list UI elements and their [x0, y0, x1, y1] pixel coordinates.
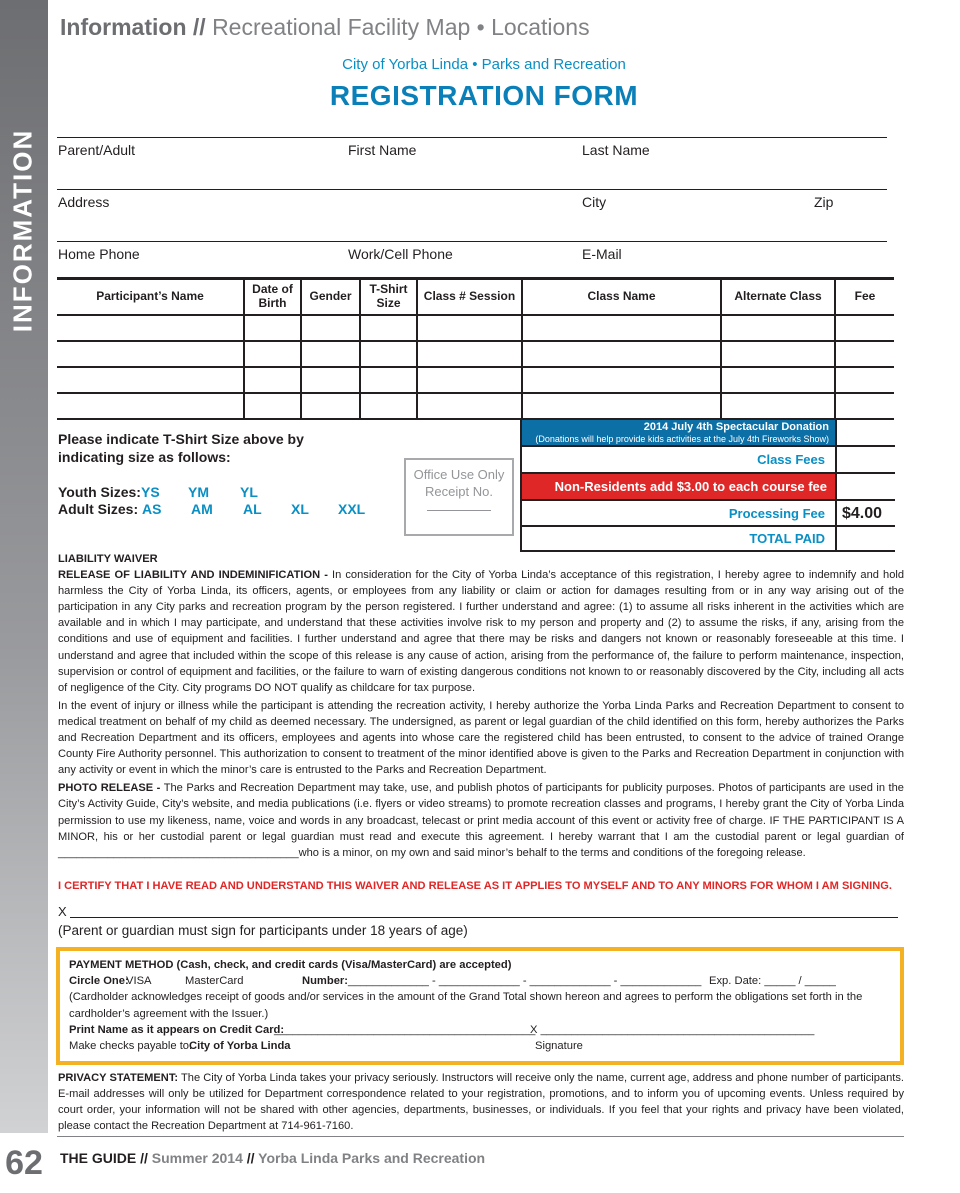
class-fees-amount[interactable]	[835, 447, 895, 472]
size-xxl: XXL	[338, 501, 366, 517]
footer-season: Summer 2014	[151, 1150, 243, 1166]
size-am: AM	[191, 501, 213, 517]
tshirt-instruction-line2: indicating size as follows:	[58, 449, 231, 465]
exp-date-field[interactable]: Exp. Date: _____ / _____	[709, 975, 836, 988]
header-subtitle: Recreational Facility Map • Locations	[212, 14, 590, 40]
header-separator: //	[192, 14, 206, 40]
field-label-first-name: First Name	[348, 142, 417, 158]
processing-fee-row	[521, 501, 895, 527]
size-yl: YL	[240, 484, 258, 500]
non-resident-label: Non-Residents add $3.00 to each course fee	[521, 474, 835, 499]
adult-sizes-label: Adult Sizes:	[58, 501, 139, 517]
receipt-label: Receipt No.	[425, 484, 493, 499]
field-label-parent: Parent/Adult	[58, 142, 136, 158]
processing-fee-label: Processing Fee	[728, 506, 825, 521]
office-use-box	[404, 458, 514, 536]
field-label-last-name: Last Name	[582, 142, 650, 158]
photo-lead: PHOTO RELEASE -	[58, 782, 161, 795]
release-paragraph	[58, 567, 904, 696]
payable-row	[69, 1038, 892, 1054]
page-header	[60, 14, 590, 41]
col-date-of-birth: Date of Birth	[244, 279, 301, 315]
page-footer	[60, 1150, 485, 1166]
page-number-box	[0, 1133, 48, 1193]
form-title: REGISTRATION FORM	[329, 80, 639, 111]
col-class-session: Class # Session	[417, 279, 522, 315]
footer-sep-2: //	[246, 1150, 255, 1166]
class-fees-row[interactable]	[521, 447, 895, 474]
waiver-heading: LIABILITY WAIVER	[58, 553, 158, 565]
processing-fee-value: $4.00	[842, 505, 883, 522]
field-label-city: City	[582, 194, 607, 210]
table-header-row	[57, 279, 894, 315]
col-tshirt-size: T-Shirt Size	[360, 279, 417, 315]
field-line-2[interactable]	[57, 189, 887, 190]
donation-row[interactable]	[521, 420, 895, 447]
tshirt-instruction	[58, 430, 304, 466]
non-resident-row[interactable]	[521, 474, 895, 501]
photo-paragraph	[58, 780, 904, 860]
photo-text: The Parks and Recreation Department may take, use, and publish photos of participants for publicity purposes. Photos of participants are used in the City’s Activity Guide, City’s website, and media publications (i.e. flyers or video streams) to promote recreation classes and programs, I hereby grant the City of Yorba Linda permission to use my likeness, name, voice and words in any broadcast, telecast or print media account of this event or activity free of charge. IF THE PARTICIPANT IS A MINOR, his or her custodial parent or legal guardian must read and execute this agreement. I hereby warrant that I am the custodial parent or legal guardian of _______________________________________who is a minor, on my own and said minor’s behalf to the terms and conditions of the foregoing release.	[58, 782, 904, 859]
non-resident-amount[interactable]	[835, 474, 895, 499]
fees-left-border	[520, 420, 522, 552]
privacy-statement	[58, 1070, 904, 1134]
payable-label: Make checks payable to:	[69, 1039, 193, 1052]
size-xl: XL	[291, 501, 309, 517]
footer-sep-1: //	[140, 1150, 148, 1166]
col-fee: Fee	[835, 279, 894, 315]
page-number: 62	[5, 1143, 43, 1182]
field-line-3[interactable]	[57, 241, 887, 242]
cardholder-ack: (Cardholder acknowledges receipt of goods and/or services in the amount of the Grand Total shown hereon and agrees to perform the obligations set forth in the cardholder’s agreement with the Issuer.)	[69, 991, 863, 1020]
sidebar-label-wrap	[3, 115, 43, 345]
col-class-name: Class Name	[522, 279, 721, 315]
field-label-address: Address	[58, 194, 110, 210]
field-line-1[interactable]	[57, 137, 887, 138]
form-subhead: City of Yorba Linda • Parks and Recreation	[342, 56, 626, 73]
adult-sizes-row	[58, 501, 366, 517]
donation-amount[interactable]	[835, 420, 895, 445]
footer-divider	[57, 1136, 904, 1137]
size-ys: YS	[141, 484, 160, 500]
payment-method-box	[56, 947, 904, 1065]
donation-title: 2014 July 4th Spectacular Donation	[643, 421, 829, 433]
print-name-label: Print Name as it appears on Credit Card:	[69, 1023, 285, 1036]
size-as: AS	[142, 501, 162, 517]
office-use-label: Office Use Only	[413, 467, 505, 482]
privacy-text: The City of Yorba Linda takes your privacy seriously. Instructors will receive only the name, current age, address and phone number of participants. E-mail addresses will only be utilized for Department correspondence related to your registration, promotions, and to inform you of upcoming events. Unless required by court order, your information will not be shared with other agencies, departments, businesses, or individuals. If you feel that your rights and privacy have been violated, please contact the Recreation Department at 714-961-7160.	[58, 1072, 904, 1133]
field-label-work-phone: Work/Cell Phone	[348, 246, 453, 262]
footer-org: Yorba Linda Parks and Recreation	[258, 1150, 486, 1166]
total-paid-amount[interactable]	[835, 527, 895, 550]
youth-sizes-row	[58, 484, 258, 500]
col-participant-name: Participant’s Name	[57, 279, 244, 315]
sidebar-label: INFORMATION	[7, 128, 38, 332]
circle-one-label: Circle One:	[69, 975, 129, 988]
liability-waiver	[58, 551, 904, 863]
signature-note: (Parent or guardian must sign for participants under 18 years of age)	[58, 923, 468, 938]
signature-caption: Signature	[535, 1039, 583, 1052]
field-label-zip: Zip	[814, 194, 834, 210]
release-text: In consideration for the City of Yorba Linda’s acceptance of this registration, I hereby agree to indemnify and hold harmless the City of Yorba Linda, its officers, agents, or employees from any liability or claim or action for damages resulting from or in any way arising out of the participation in any City parks and recreation program by the person registered. I further understand and agree: (1) to assume all risks inherent in the activities which are available and in which I may participate, and understand that these activities involve risk to my person and property and (2) to assume the risks, if any, arising from the conditions and use of equipment and facilities. I further understand and agree that there may be risks and dangers not known or reasonably foreseeable at this time. I understand and agree that included within the scope of this release is any cause of action, arising from the performance of, the failure to perform maintenance, inspection, supervision or control of equipment and facilities, or the failure to warn of existing dangerous conditions not known to or reasonably discovered by the City, including all acts of negligence of the City. City programs DO NOT qualify as childcare for tax purpose.	[58, 569, 904, 694]
registration-table	[57, 277, 894, 420]
processing-fee-amount	[835, 501, 895, 525]
receipt-line	[427, 510, 491, 511]
table-row[interactable]	[57, 315, 894, 341]
table-row[interactable]	[57, 367, 894, 393]
donation-label	[521, 420, 835, 445]
signature-x: X	[58, 904, 67, 919]
size-al: AL	[243, 501, 262, 517]
table-row[interactable]	[57, 341, 894, 367]
total-paid-label: TOTAL PAID	[749, 531, 825, 546]
field-label-email: E-Mail	[582, 246, 622, 262]
youth-sizes-label: Youth Sizes:	[58, 484, 141, 500]
donation-note: (Donations will help provide kids activities at the July 4th Fireworks Show)	[535, 434, 829, 444]
total-paid-row[interactable]	[521, 527, 895, 552]
tshirt-instruction-line1: Please indicate T-Shirt Size above by	[58, 431, 304, 447]
size-ym: YM	[188, 484, 209, 500]
certify-statement: I CERTIFY THAT I HAVE READ AND UNDERSTAND THIS WAIVER AND RELEASE AS IT APPLIES TO MYSELF AND TO ANY MINORS FOR WHOM I AM SIGNING.	[58, 880, 892, 892]
release-lead: RELEASE OF LIABILITY AND INDEMINIFICATION -	[58, 569, 328, 582]
card-signature-field[interactable]: X ____________________________________________	[530, 1023, 815, 1036]
sidebar-strip	[0, 0, 48, 1193]
table-row[interactable]	[57, 393, 894, 419]
col-alternate-class: Alternate Class	[721, 279, 835, 315]
class-fees-label: Class Fees	[757, 452, 825, 467]
print-name-field[interactable]: __________________________________________	[274, 1023, 536, 1036]
card-row	[69, 973, 892, 989]
card-number-label: Number:	[302, 975, 348, 988]
medical-paragraph: In the event of injury or illness while the participant is attending the recreation activity, I hereby authorize the Yorba Linda Parks and Recreation Department to consent to medical treatment on behalf of my child as deemed necessary. The undersigned, as parent or legal guardian of the child identified on this form, hereby authorizes the Parks and Recreation Department and its officers, employees and agents into whose care the registered child has been entrusted, to consent to the advice of trained Orange County Fire Authority personnel. This authorization to consent to treatment of the minor identified above is given to the Parks and Recreation Department in conjunction with any activity or event in which the minor’s care is entrusted to the Parks and Recreation Department.	[58, 699, 904, 777]
privacy-lead: PRIVACY STATEMENT:	[58, 1072, 179, 1084]
payment-title: PAYMENT METHOD (Cash, check, and credit cards (Visa/MasterCard) are accepted)	[69, 959, 512, 971]
footer-guide: THE GUIDE	[60, 1150, 137, 1166]
field-label-home-phone: Home Phone	[58, 246, 140, 262]
print-name-row	[69, 1022, 892, 1038]
col-gender: Gender	[301, 279, 360, 315]
card-number-field[interactable]: _____________ - _____________ - _____________ - _____________	[348, 975, 702, 988]
header-section: Information	[60, 14, 187, 40]
payee-name: City of Yorba Linda	[189, 1039, 291, 1052]
visa-option[interactable]: VISA	[126, 975, 152, 988]
mastercard-option[interactable]: MasterCard	[185, 975, 244, 988]
signature-line[interactable]	[70, 917, 898, 918]
